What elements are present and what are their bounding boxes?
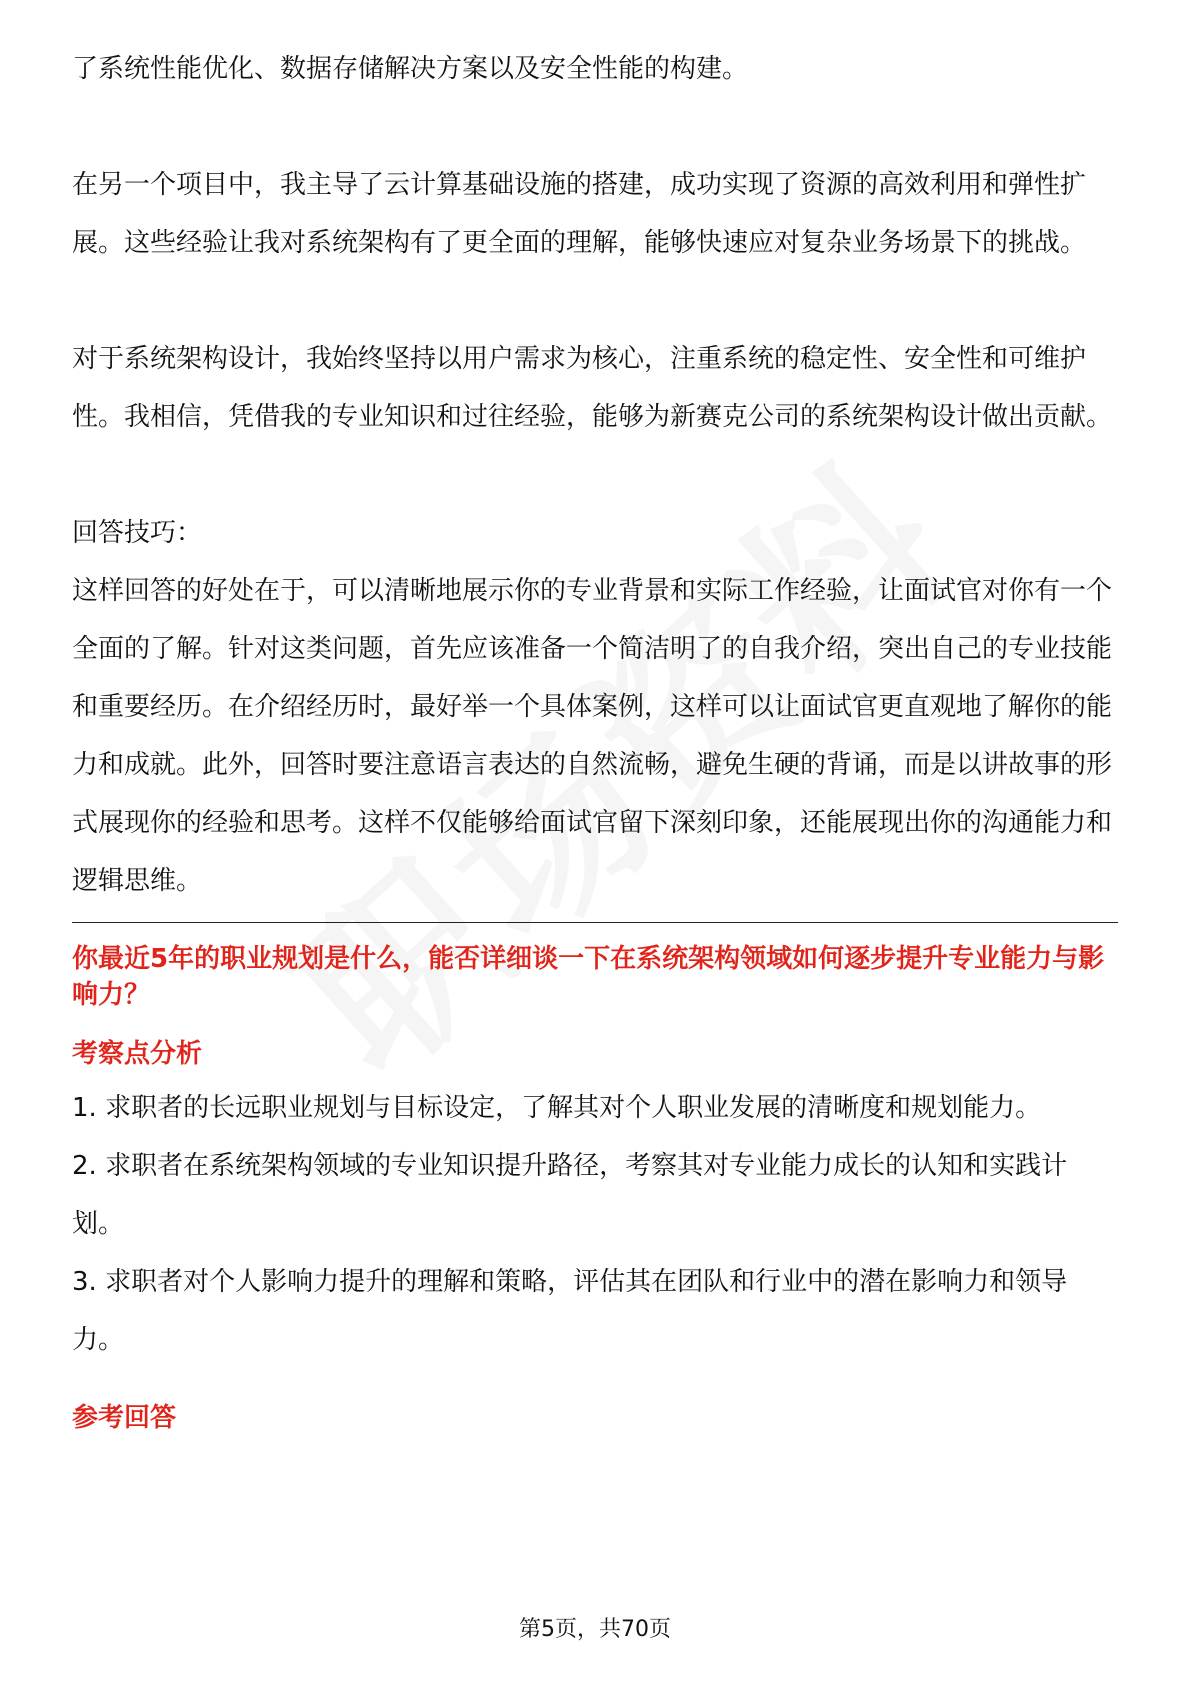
analysis-point: 2. 求职者在系统架构领域的专业知识提升路径，考察其对专业能力成长的认知和实践计划。 <box>72 1151 1068 1239</box>
analysis-list <box>72 1079 1118 1369</box>
analysis-point: 1. 求职者的长远职业规划与目标设定，了解其对个人职业发展的清晰度和规划能力。 <box>72 1093 1042 1123</box>
divider <box>72 922 1118 923</box>
paragraph-cloud-project: 在另一个项目中，我主导了云计算基础设施的搭建，成功实现了资源的高效利用和弹性扩展。这些经验让我对系统架构有了更全面的理解，能够快速应对复杂业务场景下的挑战。 <box>72 170 1087 258</box>
paragraph-architecture-philosophy: 对于系统架构设计，我始终坚持以用户需求为核心，注重系统的稳定性、安全性和可维护性。我相信，凭借我的专业知识和过往经验，能够为新赛克公司的系统架构设计做出贡献。 <box>72 344 1113 432</box>
reference-answer-title: 参考回答 <box>72 1403 177 1433</box>
page-footer: 第5页，共70页 <box>519 1617 671 1642</box>
analysis-point: 3. 求职者对个人影响力提升的理解和策略，评估其在团队和行业中的潜在影响力和领导力。 <box>72 1267 1068 1355</box>
tips-title: 回答技巧： <box>72 518 203 548</box>
tips-text: 这样回答的好处在于，可以清晰地展示你的专业背景和实际工作经验，让面试官对你有一个全面的了解。针对这类问题，首先应该准备一个简洁明了的自我介绍，突出自己的专业技能和重要经历。在介绍经历时，最好举一个具体案例，这样可以让面试官更直观地了解你的能力和成就。此外，回答时要注意语言表达的自然流畅，避免生硬的背诵，而是以讲故事的形式展现你的经验和思考。这样不仅能够给面试官留下深刻印象，还能展现出你的沟通能力和逻辑思维。 <box>72 576 1113 896</box>
question-heading: 你最近5年的职业规划是什么，能否详细谈一下在系统架构领域如何逐步提升专业能力与影响力？ <box>72 944 1105 1010</box>
content <box>72 40 1118 1443</box>
paragraph-continuation: 了系统性能优化、数据存储解决方案以及安全性能的构建。 <box>72 54 749 84</box>
analysis-title: 考察点分析 <box>72 1039 203 1069</box>
